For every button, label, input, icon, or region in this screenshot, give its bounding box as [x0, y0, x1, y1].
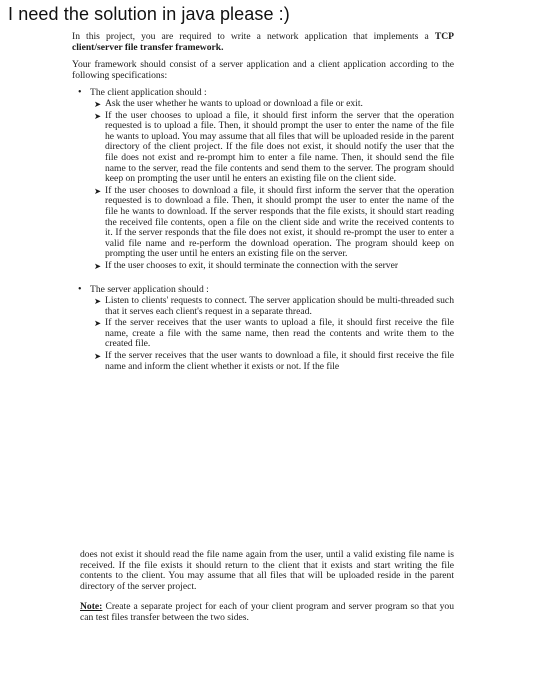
- note-paragraph: [80, 602, 454, 623]
- bullet-dot-icon: •: [78, 284, 82, 296]
- client-section: [78, 88, 454, 271]
- arrow-bullet-icon: ➤: [94, 260, 102, 271]
- list-item: ➤ Ask the user whether he wants to upload or download a file or exit.: [94, 97, 363, 109]
- bullet-dot-icon: •: [78, 87, 82, 99]
- arrow-bullet-icon: ➤: [94, 318, 102, 329]
- intro-paragraph: [72, 32, 454, 53]
- server-heading: The server application should :: [90, 284, 209, 296]
- intro-bold: TCP client/server file transfer framework.: [72, 31, 454, 53]
- list-item: ➤ If the user chooses to download a file, it should first inform the server that the operation requested is to download a file. Then, it should prompt the user to enter the name of the file he wants to download. If the server responds that the file exists, it should start reading the received file contents, open a file on the client side and write the received contents to it. If the server responds that the file does not exist, it should re-prompt the user to enter a valid file name and re-perform the download operation. The program should keep on prompting the user until he enters an existing file on the server.: [94, 184, 454, 260]
- note-label: Note:: [80, 601, 103, 613]
- list-item: ➤ If the user chooses to upload a file, it should first inform the server that the operation requested is to upload a file. Then, it should prompt the user to enter the name of the file he wants to upload. You may assume that all files that will be uploaded reside in the parent directory of the client project. If the file does not exist, it should notify the user that the file does not exist and re-prompt him to enter a file name. Then, it should send the file name to the server, read the file contents and send them to the server. The program should keep on prompting the user until he enters an existing file on the client side.: [94, 109, 454, 185]
- server-items: [90, 296, 454, 372]
- server-section: [78, 285, 454, 372]
- continuation-paragraph: does not exist it should read the file name again from the user, until a valid existing file name is received. If the file exists it should return to the client that it exists and start writing the file contents to the client. You may assume that all files that will be uploaded reside in the parent directory of the server project.: [80, 549, 454, 592]
- question-text: I need the solution in java please :): [8, 4, 290, 24]
- arrow-bullet-icon: ➤: [94, 185, 102, 196]
- assignment-scan-page-1: [72, 32, 454, 386]
- list-item: ➤ If the user chooses to exit, it should terminate the connection with the server: [94, 259, 399, 271]
- arrow-bullet-icon: ➤: [94, 296, 102, 307]
- assignment-scan-page-2: [80, 550, 454, 634]
- arrow-bullet-icon: ➤: [94, 110, 102, 121]
- list-item: ➤ If the server receives that the user wants to upload a file, it should first receive the file name, create a file with the same name, then read the contents and write them to the created file.: [94, 317, 454, 350]
- client-heading: The client application should :: [90, 87, 207, 99]
- arrow-bullet-icon: ➤: [94, 98, 102, 109]
- list-item: ➤ Listen to clients' requests to connect. The server application should be multi-threaded such that it serves each client's request in a separate thread.: [94, 295, 454, 317]
- intro-prefix: In this project, you are required to write a network application that implements a: [72, 31, 429, 42]
- client-items: [90, 99, 454, 272]
- spec-intro: Your framework should consist of a server application and a client application according to the following specifications:: [72, 59, 454, 81]
- arrow-bullet-icon: ➤: [94, 351, 102, 362]
- note-text: Create a separate project for each of your client program and server program so that you can test files transfer between the two sides.: [80, 601, 454, 623]
- list-item: ➤ If the server receives that the user wants to download a file, it should first receive the file name and inform the client whether it exists or not. If the file: [94, 350, 454, 372]
- spec-list: [72, 88, 454, 372]
